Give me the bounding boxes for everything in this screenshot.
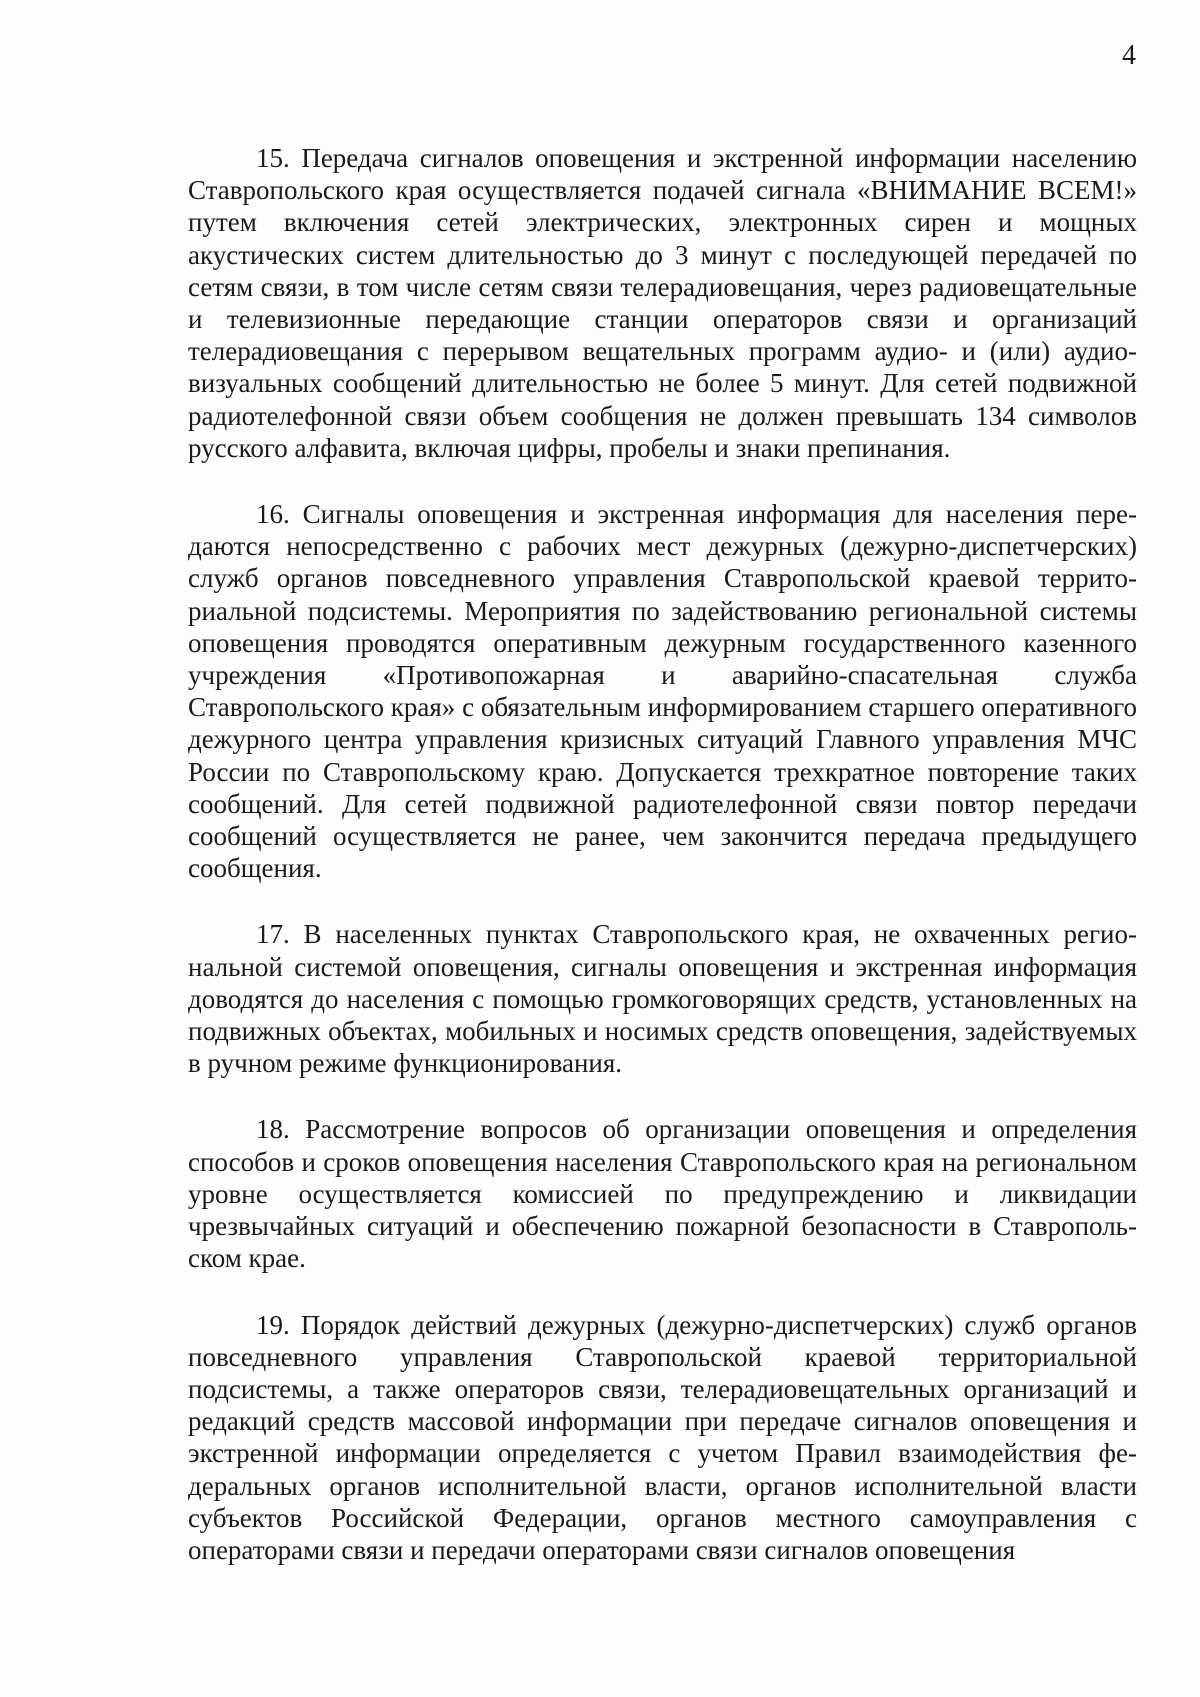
paragraph-17: 17. В населенных пунктах Ставропольского края, не охваченных региональной системой оповещения, сигналы оповещения и экстренная информация доводятся до населения с помощью громкоговорящих средств, установленных на подвижных объектах, мобильных и носимых средств оповещения, задействуемых в ручном режиме функционирования. [188,919,1137,1079]
paragraph-19: 19. Порядок действий дежурных (дежурно-диспетчерских) служб органов повседневного управления Ставропольской краевой территориальной подсистемы, а также операторов связи, телерадиовещательных организаций и редакций средств массовой информации при передаче сигналов оповещения и экстренной информации определяется с учетом Правил взаимодействия федеральных органов исполнительной власти, органов исполнительной власти субъектов Российской Федерации, органов местного самоуправления с операторами связи и передачи операторами связи сигналов оповещения [188,1309,1137,1565]
paragraph-18: 18. Рассмотрение вопросов об организации оповещения и определения способов и сроков оповещения населения Ставропольского края на региональном уровне осуществляется комиссией по предупреждению и ликвидации чрезвычайных ситуаций и обеспечению пожарной безопасности в Ставропольском крае. [188,1114,1137,1274]
paragraph-15: 15. Передача сигналов оповещения и экстренной информации населению Ставропольского края осуществляется подачей сигнала «ВНИМАНИЕ ВСЕМ!» путем включения сетей электрических, электронных сирен и мощных акустических систем длительностью до 3 минут с последующей передачей по сетям связи, в том числе сетям связи телерадиовещания, через радиовещательные и телевизионные передающие станции операторов связи и организаций телерадиовещания с перерывом вещательных программ аудио- и (или) аудиовизуальных сообщений длительностью не более 5 минут. Для сетей подвижной радиотелефонной связи объем сообщения не должен превышать 134 символов русского алфавита, включая цифры, пробелы и знаки препинания. [188,143,1137,463]
page-number: 4 [1122,40,1136,71]
paragraph-16: 16. Сигналы оповещения и экстренная информация для населения передаются непосредственно с рабочих мест дежурных (дежурно-диспетчерских) служб органов повседневного управления Ставропольской краевой территориальной подсистемы. Мероприятия по задействованию региональной системы оповещения проводятся оперативным дежурным государственного казенного учреждения «Противопожарная и аварийно-спасательная служба Ставропольского края» с обязательным информированием старшего оперативного дежурного центра управления кризисных ситуаций Главного управления МЧС России по Ставропольскому краю. Допускается трехкратное повторение таких сообщений. Для сетей подвижной радиотелефонной связи повтор передачи сообщений осуществляется не ранее, чем закончится передача предыдущего сообщения. [188,499,1137,884]
document-body [188,142,1137,1566]
